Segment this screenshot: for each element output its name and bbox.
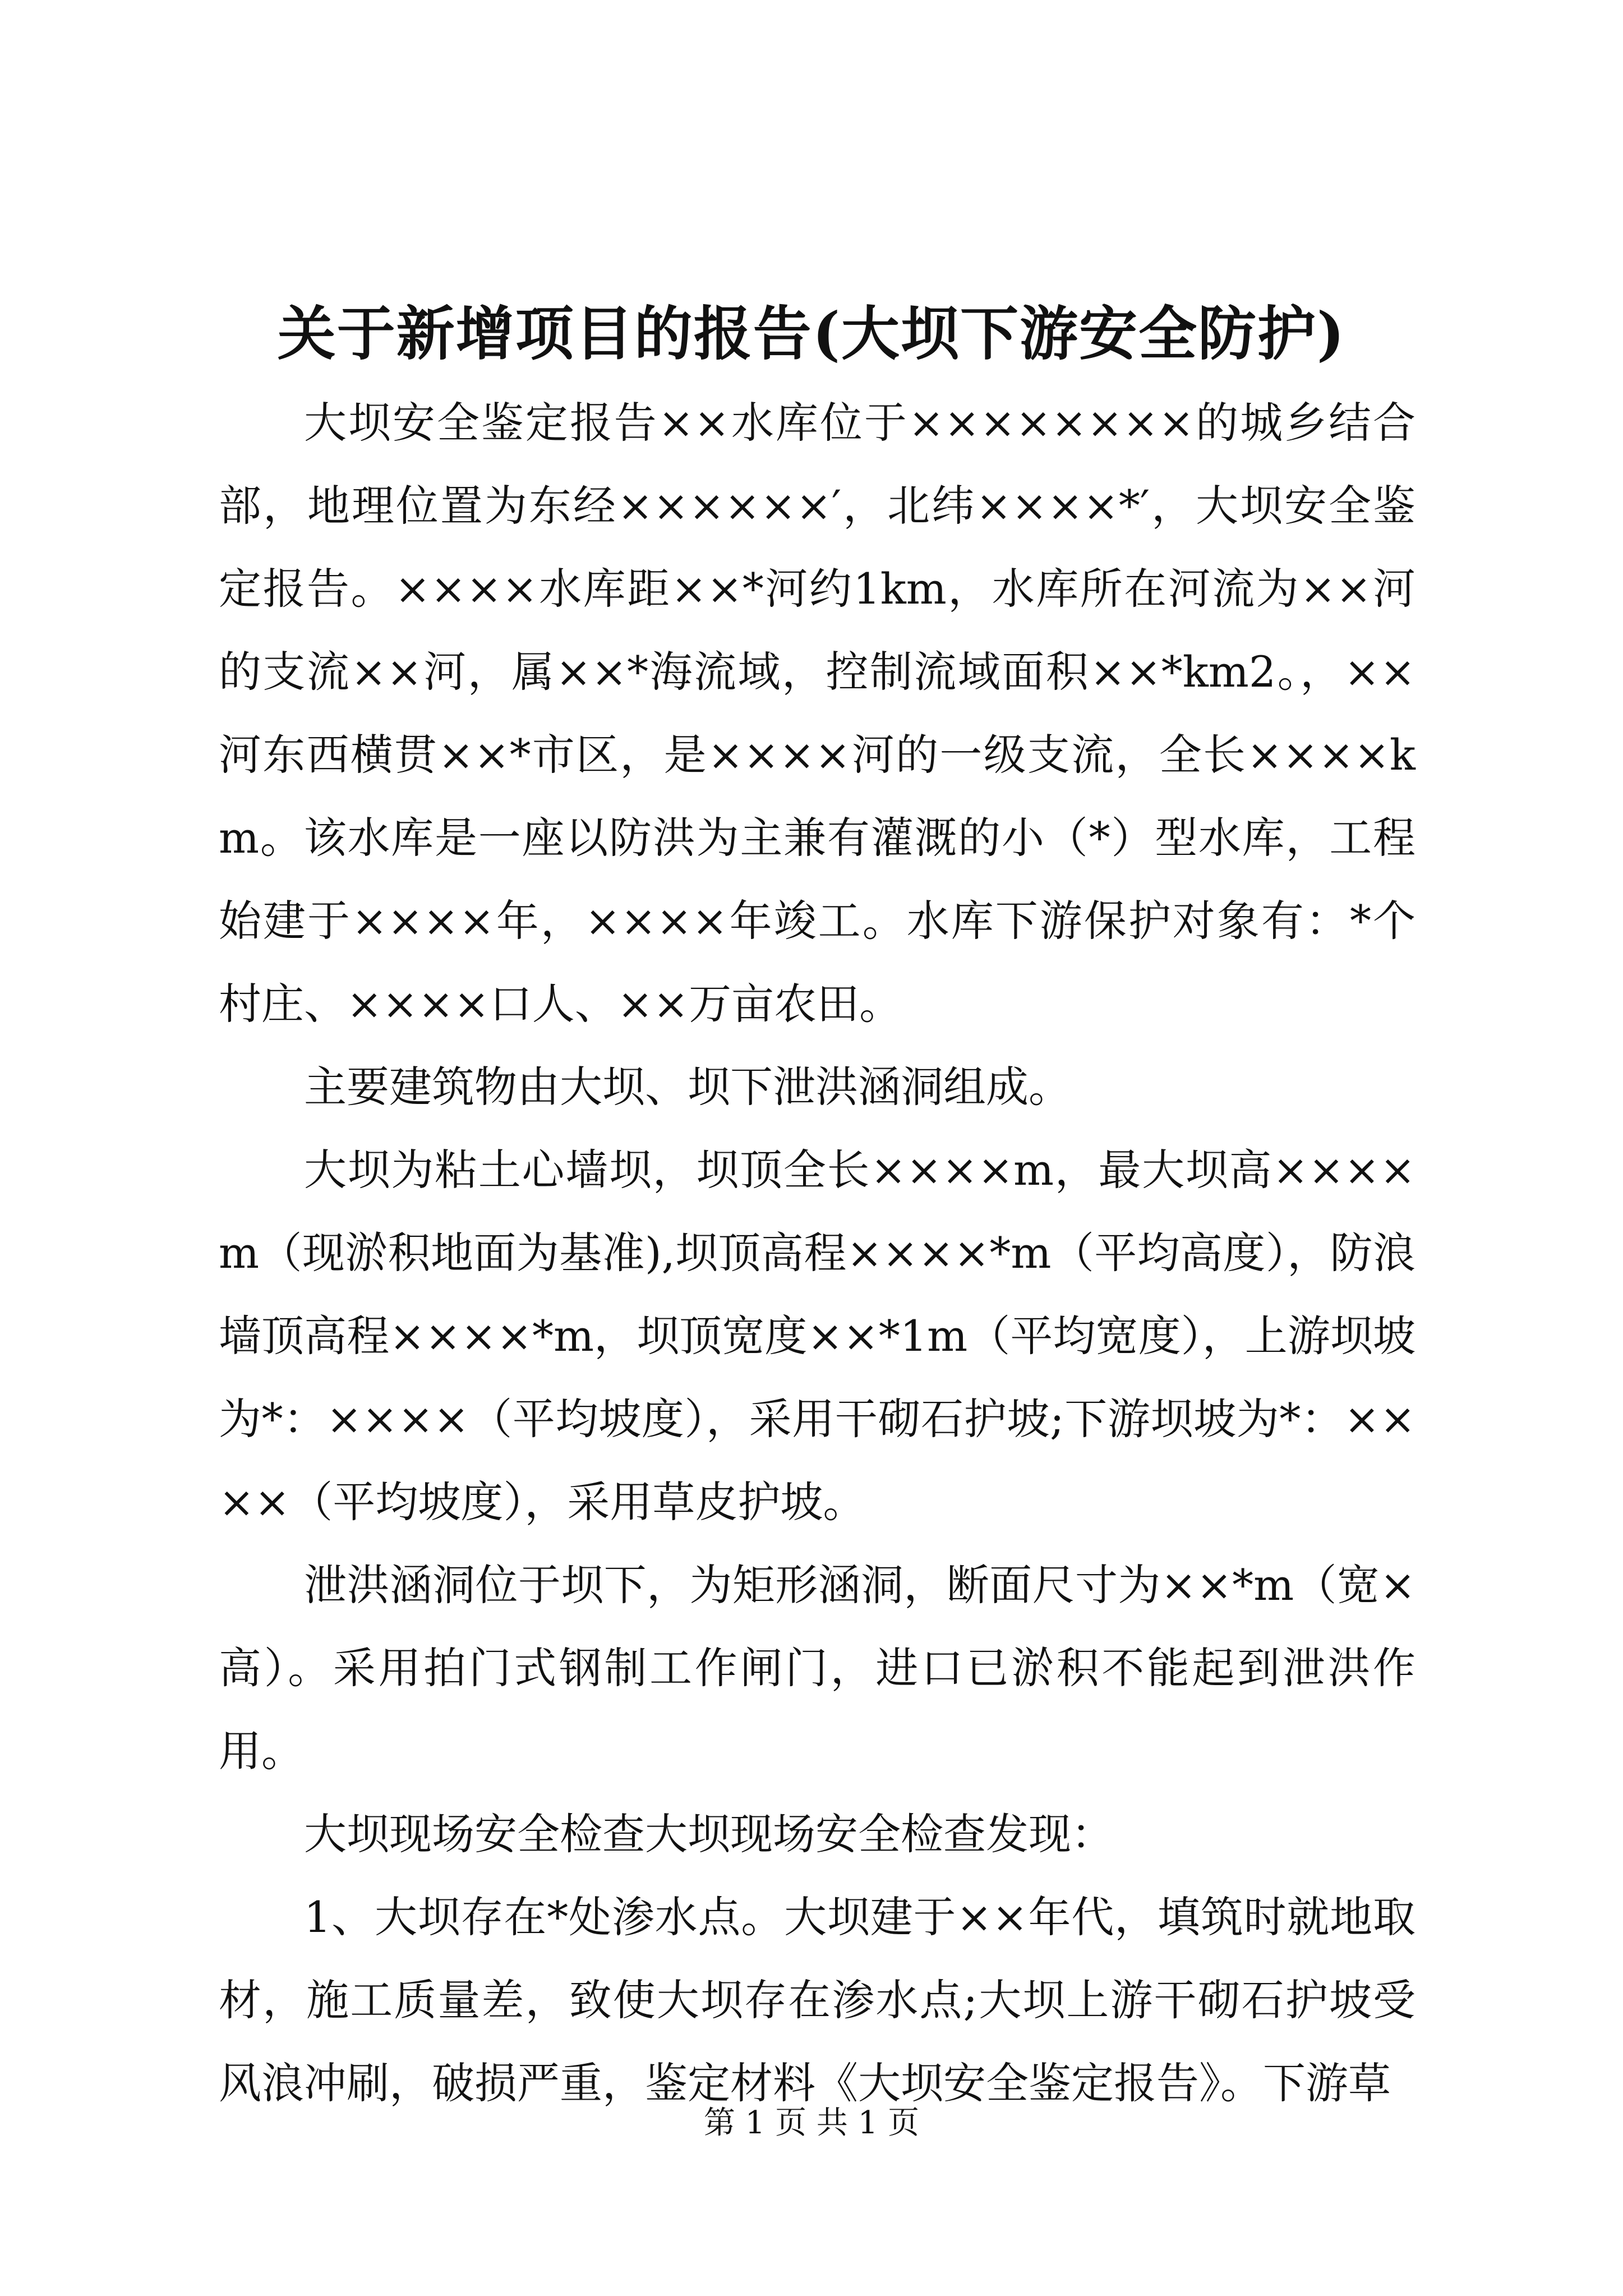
document-body [219,381,1415,2125]
paragraph-dam-description: 大坝为粘土心墙坝，坝顶全长××××m，最大坝高××××m（现淤积地面为基准),坝顶高程××××*m（平均高度），防浪墙顶高程××××*m，坝顶宽度××*1m（平均宽度），上游坝坡为*：××××（平均坡度），采用干砌石护坡;下游坝坡为*：××××（平均坡度），采用草皮护坡。 [219,1145,1415,1527]
document-title: 关于新增项目的报告(大坝下游安全防护) [277,299,1346,368]
page-footer: 第 1 页 共 1 页 [703,2105,920,2141]
paragraph-inspection-item-1: 1、大坝存在*处渗水点。大坝建于××年代，填筑时就地取材，施工质量差，致使大坝存在渗水点;大坝上游干砌石护坡受风浪冲刷，破损严重，鉴定材料《大坝安全鉴定报告》。下游草 [219,1892,1415,2108]
paragraph-culvert-description: 泄洪涵洞位于坝下，为矩形涵洞，断面尺寸为××*m（宽×高）。采用拍门式钢制工作闸门，进口已淤积不能起到泄洪作用。 [219,1560,1415,1776]
paragraph-reservoir-overview: 大坝安全鉴定报告××水库位于××××××××的城乡结合部，地理位置为东经××××××′，北纬××××*′，大坝安全鉴定报告。××××水库距××*河约1km，水库所在河流为××河的支流××河，属××*海流域，控制流域面积××*km2。，××河东西横贯××*市区，是××××河的一级支流，全长××××km。该水库是一座以防洪为主兼有灌溉的小（*）型水库，工程始建于××××年，××××年竣工。水库下游保护对象有：*个村庄、××××口人、××万亩农田。 [219,398,1415,1029]
paragraph-main-structures: 主要建筑物由大坝、坝下泄洪涵洞组成。 [304,1062,1071,1112]
paragraph-inspection-intro: 大坝现场安全检查大坝现场安全检查发现： [304,1809,1114,1859]
